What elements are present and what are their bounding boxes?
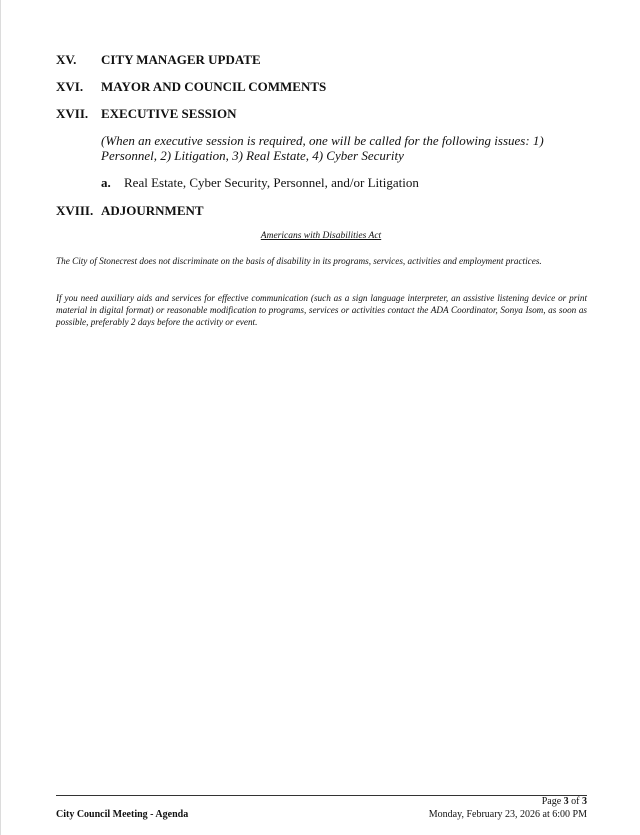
subitem-letter: a. xyxy=(101,175,111,190)
agenda-item-number: XVI. xyxy=(56,79,84,94)
agenda-item-title: CITY MANAGER UPDATE xyxy=(101,52,261,67)
page-total: 3 xyxy=(582,796,587,807)
subitem-text: Real Estate, Cyber Security, Personnel, and/or Litigation xyxy=(124,175,419,190)
page-current: 3 xyxy=(563,796,569,807)
agenda-item-title: EXECUTIVE SESSION xyxy=(101,106,237,121)
agenda-item-title: MAYOR AND COUNCIL COMMENTS xyxy=(101,79,327,94)
executive-session-subitem xyxy=(101,175,419,191)
ada-heading: Americans with Disabilities Act xyxy=(260,231,382,241)
footer-meeting-name: City Council Meeting - Agenda xyxy=(56,809,189,820)
executive-session-note: (When an executive session is required, one will be called for the following issues: 1) Personnel, 2) Litigation, 3) Real Estate, 4) Cyber Security xyxy=(101,133,544,163)
page-prefix: Page xyxy=(541,796,562,807)
footer-page-number xyxy=(542,796,587,808)
agenda-item-number: XV. xyxy=(56,52,77,67)
ada-nondiscrimination-paragraph: The City of Stonecrest does not discriminate on the basis of disability in its programs, services, activities and employment practices. xyxy=(56,256,542,266)
agenda-item-title: ADJOURNMENT xyxy=(101,203,204,218)
page-edge xyxy=(0,0,1,835)
agenda-item-number: XVIII. xyxy=(56,203,94,218)
footer-meeting-datetime: Monday, February 23, 2026 at 6:00 PM xyxy=(428,809,587,820)
agenda-item-number: XVII. xyxy=(56,106,89,121)
ada-accommodation-paragraph: If you need auxiliary aids and services for effective communication (such as a sign language interpreter, an assistive listening device or print material in digital format) or reasonable modification to programs, services or activities contact the ADA Coordinator, Sonya Isom, as soon as possible, preferably 2 days before the activity or event. xyxy=(56,293,587,327)
footer-divider xyxy=(56,795,587,796)
page-of: of xyxy=(571,796,580,807)
